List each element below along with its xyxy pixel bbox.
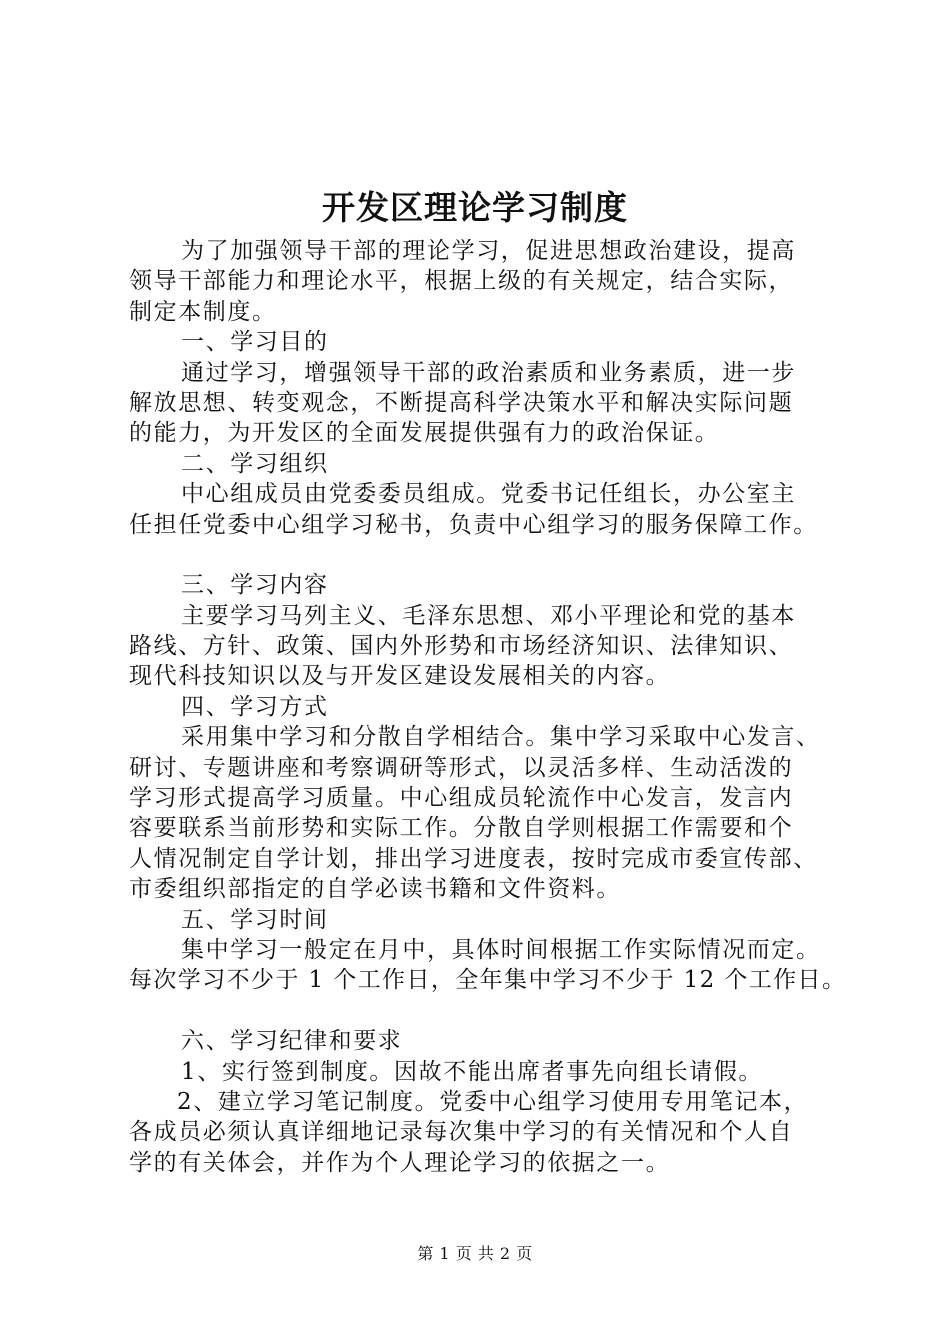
paragraph-line: 人情况制定自学计划，排出学习进度表，按时完成市委宣传部、 — [129, 845, 818, 872]
paragraph-line: 采用集中学习和分散自学相结合。集中学习采取中心发言、 — [181, 724, 821, 751]
paragraph-line: 各成员必须认真详细地记录每次集中学习的有关情况和个人自 — [129, 1119, 794, 1146]
section-heading: 一、学习目的 — [181, 329, 329, 356]
paragraph-line: 现代科技知识以及与开发区建设发展相关的内容。 — [129, 663, 671, 690]
document-body — [129, 236, 849, 1178]
paragraph-line: 路线、方针、政策、国内外形势和市场经济知识、法律知识、 — [129, 633, 794, 660]
list-item: 1、实行签到制度。因故不能出席者事先向组长请假。 — [181, 1058, 764, 1085]
paragraph-line: 的能力，为开发区的全面发展提供强有力的政治保证。 — [129, 420, 720, 447]
paragraph-line: 领导干部能力和理论水平，根据上级的有关规定，结合实际， — [129, 268, 794, 295]
paragraph-line: 学习形式提高学习质量。中心组成员轮流作中心发言，发言内 — [129, 785, 794, 812]
paragraph-line: 任担任党委中心组学习秘书，负责中心组学习的服务保障工作。 — [129, 511, 818, 538]
paragraph-line: 中心组成员由党委委员组成。党委书记任组长，办公室主 — [181, 481, 796, 508]
list-item: 2、建立学习笔记制度。党委中心组学习使用专用笔记本， — [177, 1088, 809, 1115]
section-heading: 三、学习内容 — [181, 572, 329, 599]
paragraph-line: 制定本制度。 — [129, 298, 277, 325]
section-heading: 六、学习纪律和要求 — [181, 1028, 403, 1055]
blank-line — [129, 996, 849, 1026]
paragraph-line: 学的有关体会，并作为个人理论学习的依据之一。 — [129, 1149, 671, 1176]
section-heading: 二、学习组织 — [181, 450, 329, 477]
paragraph-line: 研讨、专题讲座和考察调研等形式，以灵活多样、生动活泼的 — [129, 754, 794, 781]
paragraph-line: 容要联系当前形势和实际工作。分散自学则根据工作需要和个 — [129, 815, 794, 842]
page-footer: 第 1 页 共 2 页 — [417, 1244, 533, 1263]
paragraph-line: 为了加强领导干部的理论学习，促进思想政治建设，提高 — [181, 238, 796, 264]
paragraph-line: 解放思想、转变观念，不断提高科学决策水平和解决实际问题 — [129, 389, 794, 416]
paragraph-line: 市委组织部指定的自学必读书籍和文件资料。 — [129, 876, 621, 903]
section-heading: 五、学习时间 — [181, 906, 329, 933]
paragraph-line: 集中学习一般定在月中，具体时间根据工作实际情况而定。 — [181, 936, 821, 963]
paragraph-line: 主要学习马列主义、毛泽东思想、邓小平理论和党的基本 — [181, 602, 796, 629]
paragraph-line: 通过学习，增强领导干部的政治素质和业务素质，进一步 — [181, 359, 796, 386]
paragraph-line: 每次学习不少于 1 个工作日，全年集中学习不少于 12 个工作日。 — [129, 967, 847, 994]
section-heading: 四、学习方式 — [181, 693, 329, 720]
blank-line — [129, 540, 849, 570]
document-title: 开发区理论学习制度 — [322, 188, 628, 227]
